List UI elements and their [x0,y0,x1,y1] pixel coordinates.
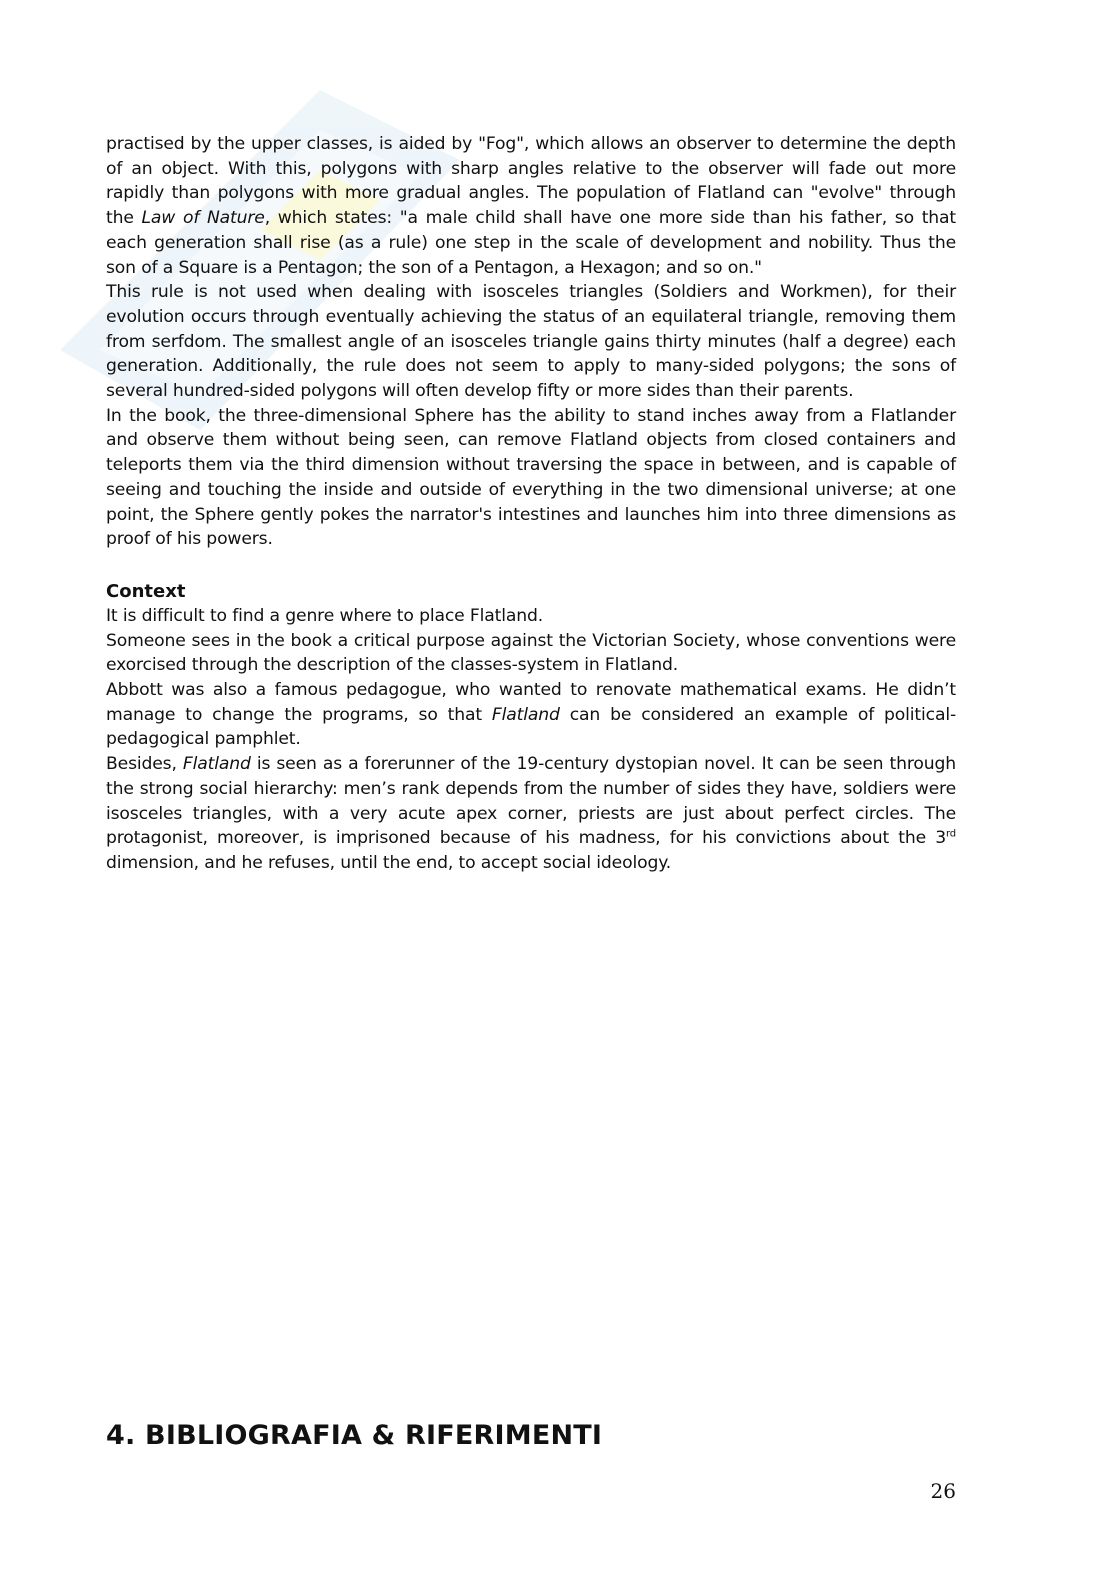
context-paragraph-victorian: Someone sees in the book a critical purpose against the Victorian Society, whose conventions were exorcised through the description of the classes-system in Flatland. [106,630,956,676]
context-heading: Context [106,580,186,602]
spacer [106,552,956,580]
context-paragraph-pedagogue: Abbott was also a famous pedagogue, who wanted to renovate mathematical exams. He didn’t manage to change the programs, so that Flatland can be considered an example of political-pedagogical pamphlet. [106,680,956,750]
page-number: 26 [930,1479,956,1503]
context-paragraph-genre: It is difficult to find a genre where to place Flatland. [106,605,544,626]
paragraph-isosceles: This rule is not used when dealing with isosceles triangles (Soldiers and Workmen), for their evolution occurs through eventually achieving the status of an equilateral triangle, removing them from serfdom. The smallest angle of an isosceles triangle gains thirty minutes (half a degree) each generation. Additionally, the rule does not seem to apply to many-sided polygons; the sons of several hundred-sided polygons will often develop fifty or more sides than their parents. [106,282,956,402]
main-content [106,132,956,876]
context-paragraph-dystopian: Besides, Flatland is seen as a forerunner of the 19-century dystopian novel. It can be seen through the strong social hierarchy: men’s rank depends from the number of sides they have, soldiers were isosceles triangles, with a very acute apex corner, priests are just about perfect circles. The protagonist, moreover, is imprisoned because of his madness, for his convictions about the 3rd dimension, and he refuses, until the end, to accept social ideology. [106,754,956,873]
section-title: 4. BIBLIOGRAFIA & RIFERIMENTI [106,1420,603,1451]
paragraph-law-of-nature: practised by the upper classes, is aided by "Fog", which allows an observer to determine the depth of an object. With this, polygons with sharp angles relative to the observer will fade out more rapidly than polygons with more gradual angles. The population of Flatland can "evolve" through the Law of Nature, which states: "a male child shall have one more side than his father, so that each generation shall rise (as a rule) one step in the scale of development and nobility. Thus the son of a Square is a Pentagon; the son of a Pentagon, a Hexagon; and so on." [106,134,957,278]
paragraph-sphere: In the book, the three-dimensional Sphere has the ability to stand inches away from a Flatlander and observe them without being seen, can remove Flatland objects from closed containers and teleports them via the third dimension without traversing the space in between, and is capable of seeing and touching the inside and outside of everything in the two dimensional universe; at one point, the Sphere gently pokes the narrator's intestines and launches him into three dimensions as proof of his powers. [106,405,956,550]
